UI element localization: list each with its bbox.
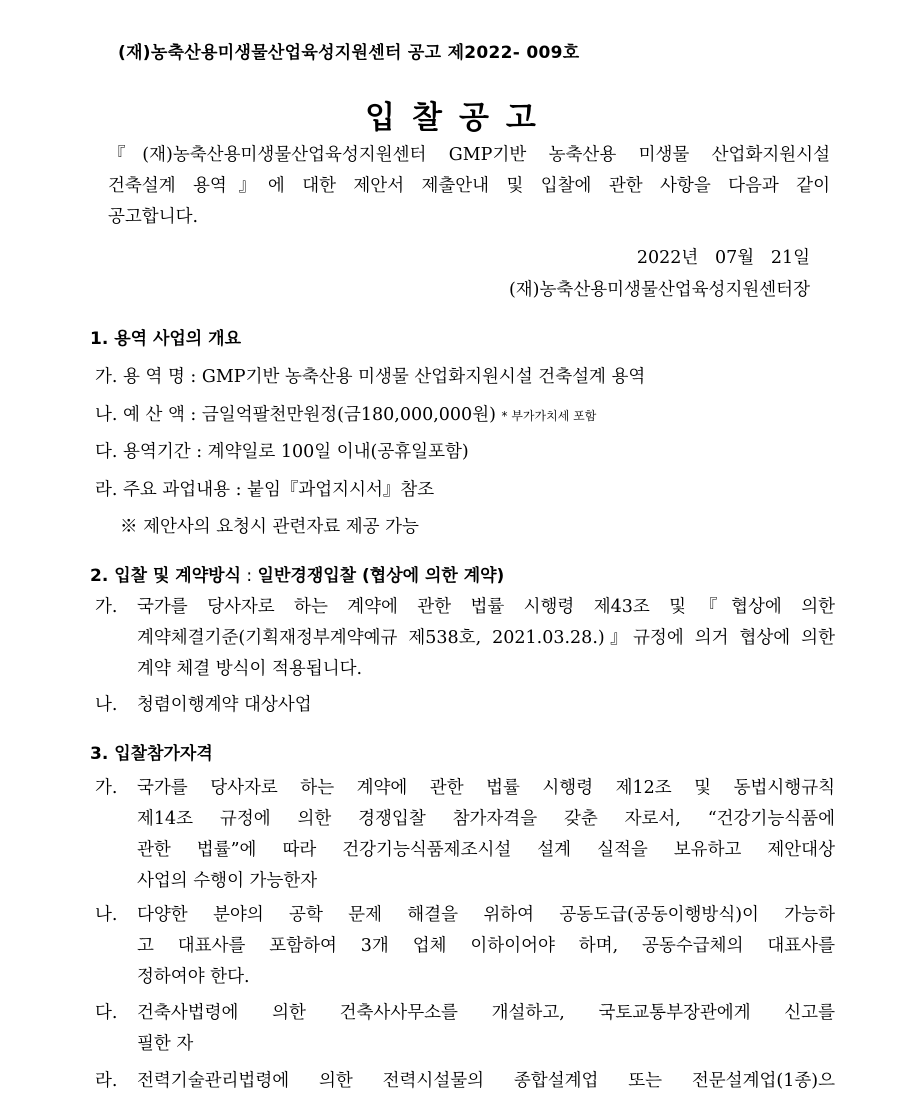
- item-text: 가. 용 역 명 : GMP기반 농축산용 미생물 산업화지원시설 건축설계 용역: [95, 367, 646, 387]
- list-item: [95, 690, 835, 721]
- item-line: 청렴이행계약 대상사업: [137, 695, 312, 715]
- page-title: 입찰공고: [365, 100, 553, 136]
- list-item: [95, 401, 596, 426]
- item-line: 정하여야 한다.: [137, 967, 250, 987]
- intro-line: 『(재)농축산용미생물산업육성지원센터 GMP기반 농축산용 미생물 산업화지원시설: [108, 145, 830, 165]
- item-marker: 라.: [95, 1071, 118, 1091]
- intro-line: 공고합니다.: [108, 207, 199, 227]
- notice-number: (재)농축산용미생물산업육성지원센터 공고 제2022- 009호: [118, 43, 580, 63]
- item-marker: 나.: [95, 905, 118, 925]
- section-heading: [90, 561, 504, 586]
- list-item: [95, 1066, 835, 1097]
- vat-note: * 부가가치세 포함: [501, 409, 597, 423]
- list-item: [95, 592, 835, 685]
- item-line: 전력기술관리법령에 의한 전력시설물의 종합설계업 또는 전문설계업(1종)으: [137, 1071, 835, 1091]
- heading-method: 일반경쟁입찰 (협상에 의한 계약): [257, 566, 505, 586]
- item-line: 고 대표사를 포함하여 3개 업체 이하이어야 하며, 공동수급체의 대표사를: [137, 936, 835, 956]
- list-item: [95, 773, 835, 897]
- section-heading: 3. 입찰참가자격: [90, 744, 213, 764]
- notice-date: 2022년 07월 21일: [636, 248, 810, 268]
- item-marker: 다.: [95, 1003, 118, 1023]
- list-item: [95, 900, 835, 993]
- heading-prefix: 2. 입찰 및 계약방식: [90, 566, 241, 586]
- intro-paragraph: [108, 140, 830, 233]
- section-heading: 1. 용역 사업의 개요: [90, 329, 241, 349]
- item-line: 다양한 분야의 공학 문제 해결을 위하여 공동도급(공동이행방식)이 가능하: [137, 905, 835, 925]
- item-marker: 가.: [95, 597, 118, 617]
- list-item: [95, 363, 645, 388]
- item-line: 계약 체결 방식이 적용됩니다.: [137, 659, 363, 679]
- intro-line: 건축설계 용역』에 대한 제안서 제출안내 및 입찰에 관한 사항을 다음과 같이: [108, 176, 830, 196]
- item-marker: 나.: [95, 695, 118, 715]
- issuer-name: (재)농축산용미생물산업육성지원센터장: [508, 280, 810, 300]
- item-text: 다. 용역기간 : 계약일로 100일 이내(공휴일포함): [95, 442, 469, 462]
- list-item: [95, 998, 835, 1060]
- item-line: 계약체결기준(기획재정부계약예규 제538호, 2021.03.28.)』규정에 의거 협상에 의한: [137, 628, 835, 648]
- item-line: 관한 법률”에 따라 건강기능식품제조시설 설계 실적을 보유하고 제안대상: [137, 840, 835, 860]
- list-item: [95, 438, 469, 463]
- item-line: 사업의 수행이 가능한자: [137, 871, 318, 891]
- item-line: 국가를 당사자로 하는 계약에 관한 법률 시행령 제12조 및 동법시행규칙: [137, 778, 835, 798]
- item-line: 제14조 규정에 의한 경쟁입찰 참가자격을 갖춘 자로서, “건강기능식품에: [137, 809, 835, 829]
- item-line: 필한 자: [137, 1034, 194, 1054]
- remark: ※ 제안사의 요청시 관련자료 제공 가능: [120, 517, 419, 537]
- item-line: 국가를 당사자로 하는 계약에 관한 법률 시행령 제43조 및『협상에 의한: [137, 597, 835, 617]
- item-text: 라. 주요 과업내용 : 붙임『과업지시서』참조: [95, 480, 435, 500]
- item-text: 나. 예 산 액 : 금일억팔천만원정(금180,000,000원): [95, 405, 496, 425]
- heading-separator: :: [241, 566, 258, 586]
- list-item: [95, 476, 434, 501]
- item-line: 건축사법령에 의한 건축사사무소를 개설하고, 국토교통부장관에게 신고를: [137, 1003, 835, 1023]
- item-marker: 가.: [95, 778, 118, 798]
